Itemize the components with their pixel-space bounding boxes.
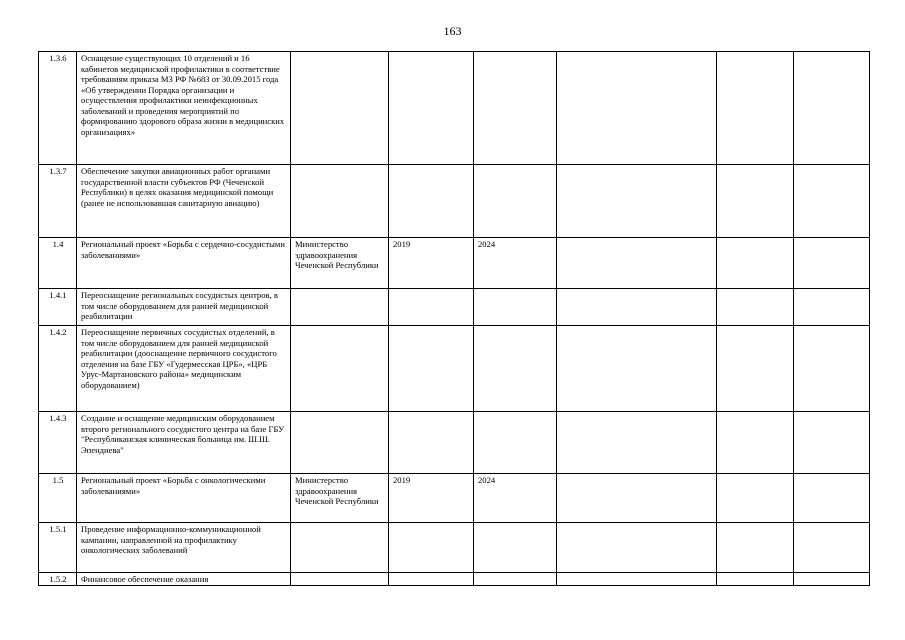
- executor: [291, 165, 389, 238]
- executor: [291, 573, 389, 586]
- cell-col7: [717, 523, 794, 573]
- end-year: [474, 165, 557, 238]
- cell-col8: [794, 289, 870, 326]
- cell-col6: [557, 326, 717, 412]
- measure-name: Обеспечение закупки авиационных работ органами государственной власти субъектов РФ (Чеченской Республики) в целях оказания медицинской помощи (ранее не использовавшая санитарную авиацию): [77, 165, 291, 238]
- cell-col8: [794, 326, 870, 412]
- row-number: 1.4.1: [39, 289, 77, 326]
- executor: [291, 412, 389, 474]
- cell-col8: [794, 523, 870, 573]
- start-year: [389, 165, 474, 238]
- cell-col7: [717, 412, 794, 474]
- executor: Министерство здравоохранения Чеченской Республики: [291, 474, 389, 523]
- row-number: 1.5: [39, 474, 77, 523]
- row-number: 1.4.2: [39, 326, 77, 412]
- table-row: [39, 165, 870, 238]
- start-year: [389, 326, 474, 412]
- cell-col6: [557, 52, 717, 165]
- start-year: [389, 52, 474, 165]
- executor: [291, 52, 389, 165]
- cell-col8: [794, 474, 870, 523]
- cell-col8: [794, 412, 870, 474]
- executor: [291, 289, 389, 326]
- measure-name: Проведение информационно-коммуникационной кампании, направленной на профилактику онкологических заболеваний: [77, 523, 291, 573]
- cell-col6: [557, 238, 717, 289]
- measures-table: [38, 51, 870, 586]
- cell-col8: [794, 238, 870, 289]
- measure-name: Оснащение существующих 10 отделений и 16 кабинетов медицинской профилактики в соответствие требованиям приказа МЗ РФ №683 от 30.09.2015 года «Об утверждении Порядка организации и осуществления профилактики неинфекционных заболеваний и проведения мероприятий по формированию здорового образа жизни в медицинских организациях»: [77, 52, 291, 165]
- cell-col7: [717, 326, 794, 412]
- table-row: [39, 289, 870, 326]
- end-year: [474, 412, 557, 474]
- end-year: [474, 326, 557, 412]
- cell-col6: [557, 412, 717, 474]
- row-number: 1.5.1: [39, 523, 77, 573]
- start-year: [389, 289, 474, 326]
- executor: [291, 523, 389, 573]
- cell-col8: [794, 165, 870, 238]
- start-year: [389, 412, 474, 474]
- cell-col8: [794, 573, 870, 586]
- cell-col7: [717, 573, 794, 586]
- cell-col6: [557, 165, 717, 238]
- measure-name: Региональный проект «Борьба с сердечно-сосудистыми заболеваниями»: [77, 238, 291, 289]
- table-row: [39, 412, 870, 474]
- measure-name: Переоснащение первичных сосудистых отделений, в том числе оборудованием для ранней медицинской реабилитации (дооснащение первичного сосудистого отделения на базе ГБУ «Гудермесская ЦРБ», «ЦРБ Урус-Мартановского района» медицинским оборудованием): [77, 326, 291, 412]
- end-year: [474, 573, 557, 586]
- table-row: [39, 474, 870, 523]
- cell-col6: [557, 523, 717, 573]
- cell-col7: [717, 474, 794, 523]
- table-row: [39, 52, 870, 165]
- end-year: 2024: [474, 238, 557, 289]
- executor: Министерство здравоохранения Чеченской Республики: [291, 238, 389, 289]
- measure-name: Создание и оснащение медицинским оборудованием второго регионального сосудистого центра на базе ГБУ "Республиканская клиническая больница им. Ш.Ш. Эпендиева": [77, 412, 291, 474]
- table-row: [39, 326, 870, 412]
- cell-col6: [557, 474, 717, 523]
- end-year: 2024: [474, 474, 557, 523]
- cell-col7: [717, 289, 794, 326]
- end-year: [474, 523, 557, 573]
- page-number: 163: [443, 24, 462, 38]
- end-year: [474, 289, 557, 326]
- start-year: 2019: [389, 474, 474, 523]
- measure-name: Финансовое обеспечение оказания: [77, 573, 291, 586]
- row-number: 1.3.6: [39, 52, 77, 165]
- row-number: 1.4.3: [39, 412, 77, 474]
- row-number: 1.4: [39, 238, 77, 289]
- executor: [291, 326, 389, 412]
- measure-name: Переоснащение региональных сосудистых центров, в том числе оборудованием для ранней медицинской реабилитации: [77, 289, 291, 326]
- cell-col7: [717, 52, 794, 165]
- table-row: [39, 523, 870, 573]
- cell-col8: [794, 52, 870, 165]
- cell-col7: [717, 238, 794, 289]
- end-year: [474, 52, 557, 165]
- start-year: 2019: [389, 238, 474, 289]
- measure-name: Региональный проект «Борьба с онкологическими заболеваниями»: [77, 474, 291, 523]
- start-year: [389, 523, 474, 573]
- cell-col6: [557, 289, 717, 326]
- table-row: [39, 573, 870, 586]
- row-number: 1.5.2: [39, 573, 77, 586]
- row-number: 1.3.7: [39, 165, 77, 238]
- cell-col7: [717, 165, 794, 238]
- start-year: [389, 573, 474, 586]
- cell-col6: [557, 573, 717, 586]
- table-row: [39, 238, 870, 289]
